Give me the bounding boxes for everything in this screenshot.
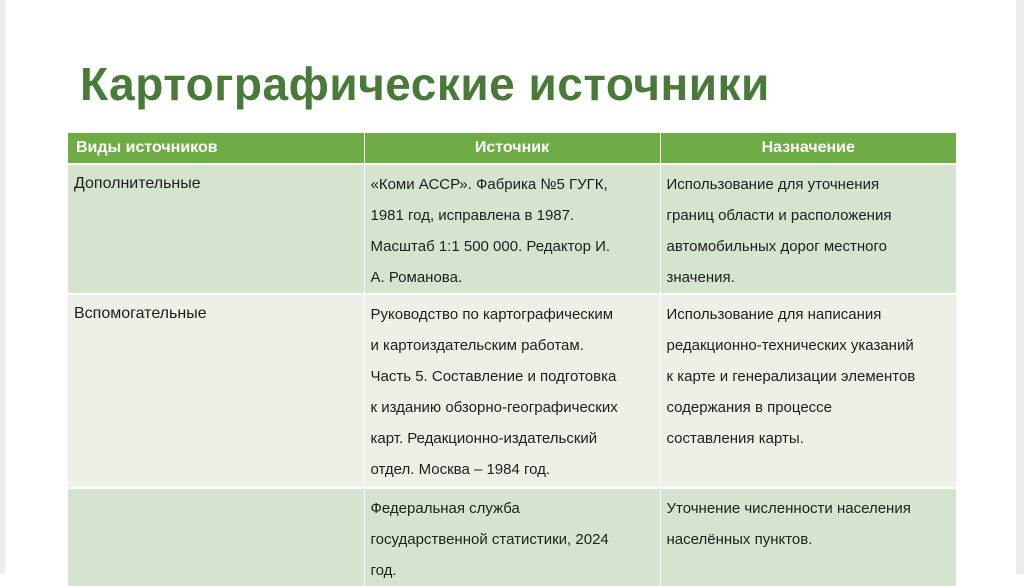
source-text: Федеральная служба государственной статистики, 2024 год. <box>370 500 609 579</box>
cell-purpose <box>660 488 956 586</box>
table-row <box>68 488 956 586</box>
table-row <box>68 294 956 488</box>
purpose-text: Использование для написания редакционно-технических указаний к карте и генерализации элементов содержания в процессе составления карты. <box>666 306 916 447</box>
table-header-row <box>68 133 956 164</box>
purpose-text: Уточнение численности населения населённых пунктов. <box>666 500 911 548</box>
cell-source <box>364 294 660 488</box>
slide-frame-left <box>0 0 5 574</box>
table-row <box>68 164 956 294</box>
cell-source <box>364 164 660 294</box>
header-source-type: Виды источников <box>68 133 364 164</box>
source-text: Руководство по картографическим и картоиздательским работам. Часть 5. Составление и подготовка к изданию обзорно-географических карт. Редакционно-издательский отдел. Москва – 1984 год. <box>370 306 618 478</box>
source-type-text: Вспомогательные <box>74 305 207 322</box>
header-source: Источник <box>364 133 660 164</box>
cell-purpose <box>660 164 956 294</box>
slide-title: Картографические источники <box>80 58 770 110</box>
cell-source-type <box>68 294 364 488</box>
cell-source-type <box>68 488 364 586</box>
slide-frame-right <box>1016 0 1024 574</box>
sources-table <box>68 133 956 586</box>
source-text: «Коми АССР». Фабрика №5 ГУГК, 1981 год, исправлена в 1987. Масштаб 1:1 500 000. Редактор И. А. Романова. <box>370 176 611 286</box>
header-purpose: Назначение <box>660 133 956 164</box>
cell-source-type <box>68 164 364 294</box>
source-type-text: Дополнительные <box>74 175 201 192</box>
cell-purpose <box>660 294 956 488</box>
cell-source <box>364 488 660 586</box>
purpose-text: Использование для уточнения границ области и расположения автомобильных дорог местного значения. <box>666 176 892 286</box>
